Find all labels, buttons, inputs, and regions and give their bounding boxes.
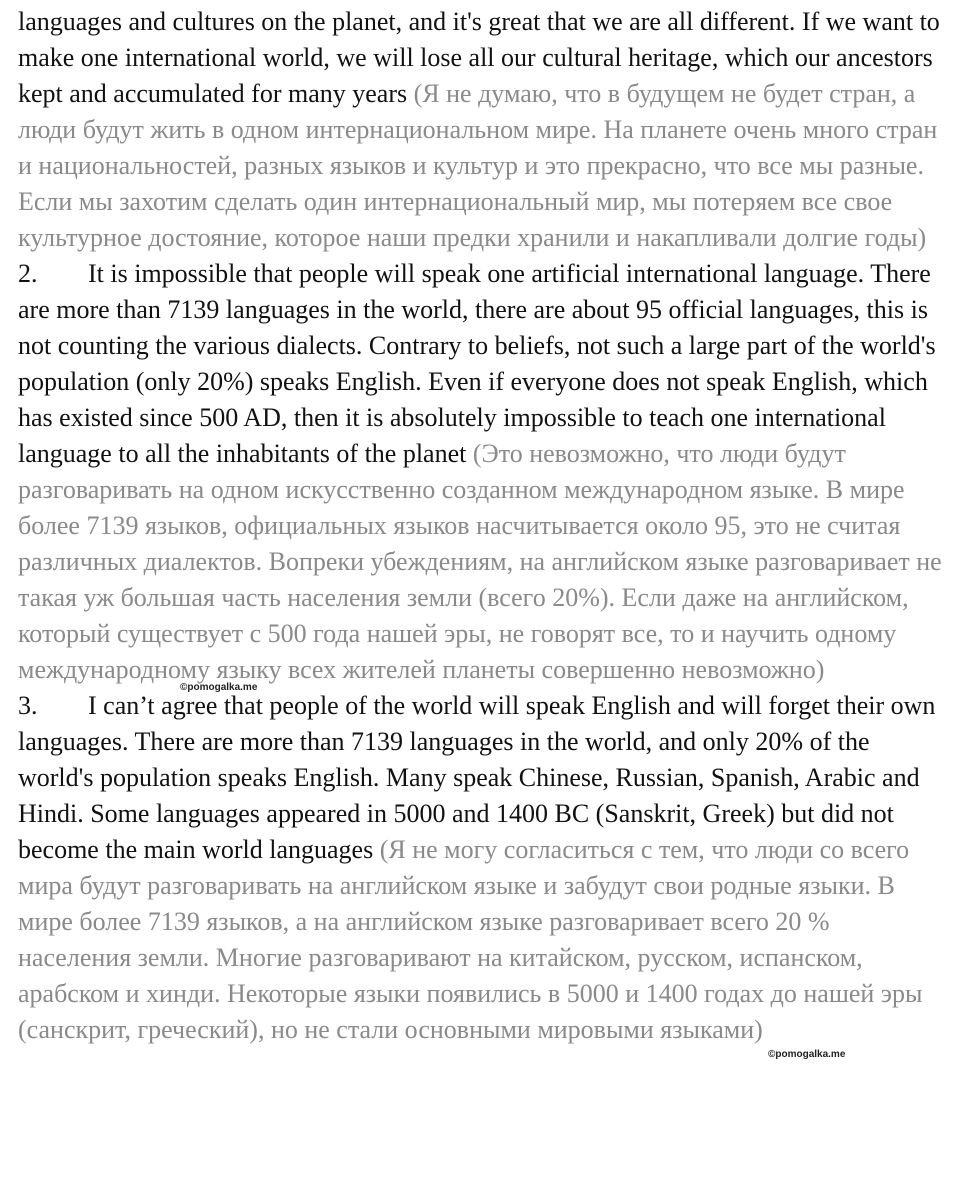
paragraph-2-russian: (Это невозможно, что люди будут разговаривать на одном искусственно созданном международном языке. В мире более 7139 языков, официальных языков насчитывается около 95, это не считая различных диалектов. Вопреки убеждениям, на английском языке разговаривает не такая уж большая часть населения земли (всего 20%). Если даже на английском, который существует с 500 года нашей эры, не говорят все, то и научить одному международному языку всех жителей планеты совершенно невозможно) [18,439,942,684]
paragraph-3-russian: (Я не могу согласиться с тем, что люди со всего мира будут разговаривать на английском языке и забудут свои родные языки. В мире более 7139 языков, а на английском языке разговаривает всего 20 % населения земли. Многие разговаривают на китайском, русском, испанском, арабском и хинди. Некоторые языки появились в 5000 и 1400 годах до нашей эры (санскрит, греческий), но не стали основными мировыми языками) [18,835,923,1044]
paragraph-2-english: It is impossible that people will speak one artificial international language. There are more than 7139 languages in the world, there are about 95 official languages, this is not counting the various dialects. Contrary to beliefs, not such a large part of the world's population (only 20%) speaks English. Even if everyone does not speak English, which has existed since 500 AD, then it is absolutely impossible to teach one international language to all the inhabitants of the planet [18,259,936,468]
paragraph-2 [18,256,948,688]
paragraph-1-english: languages and cultures on the planet, and it's great that we are all different. If we want to make one international world, we will lose all our cultural heritage, which our ancestors kept and accumulated for many years [18,7,940,108]
watermark-1: ©pomogalka.me [180,682,258,693]
paragraph-3-number: 3. [18,691,38,720]
paragraph-1-russian: (Я не думаю, что в будущем не будет стран, а люди будут жить в одном интернациональном мире. На планете очень много стран и национальностей, разных языков и культур и это прекрасно, что все мы разные. Если мы захотим сделать один интернациональный мир, мы потеряем все свое культурное достояние, которое наши предки хранили и накапливали долгие годы) [18,79,938,252]
paragraph-3 [18,688,948,1048]
watermark-2: ©pomogalka.me [768,1049,846,1060]
paragraph-3-english: I can’t agree that people of the world will speak English and will forget their own languages. There are more than 7139 languages in the world, and only 20% of the world's population speaks English. Many speak Chinese, Russian, Spanish, Arabic and Hindi. Some languages appeared in 5000 and 1400 BC (Sanskrit, Greek) but did not become the main world languages [18,691,936,864]
document-body [18,4,948,1048]
paragraph-2-number: 2. [18,259,38,288]
paragraph-1 [18,4,948,256]
